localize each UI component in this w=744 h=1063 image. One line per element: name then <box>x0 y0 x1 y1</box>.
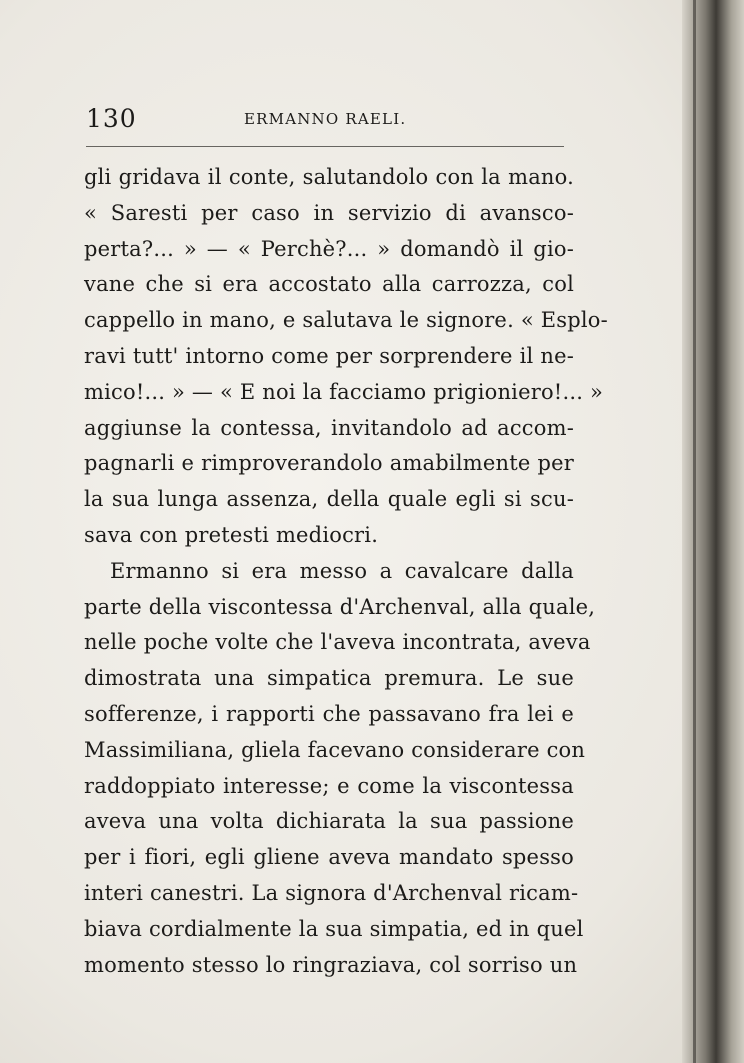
text-line: interi canestri. La signora d'Archenval ricam- <box>84 880 579 905</box>
running-title: ERMANNO RAELI. <box>244 110 407 128</box>
text-line: raddoppiato interesse; e come la viscontessa <box>84 773 574 798</box>
text-line: parte della viscontessa d'Archenval, alla quale, <box>84 594 596 619</box>
text-line: sava con pretesti mediocri. <box>84 522 379 547</box>
page-number: 130 <box>86 104 137 133</box>
text-line: ravi tutt' intorno come per sorprendere il ne- <box>84 343 574 368</box>
header-rule <box>86 146 564 147</box>
text-line: sofferenze, i rapporti che passavano fra lei e <box>84 701 574 726</box>
text-line: cappello in mano, e salutava le signore. « Esplo- <box>84 308 608 333</box>
binding-shadow-line <box>693 0 696 1063</box>
text-line: Massimiliana, gliela facevano considerare con <box>84 737 586 762</box>
text-line: dimostrata una simpatica premura. Le sue <box>84 666 574 691</box>
running-head <box>86 104 574 134</box>
text-line: perta?... » — « Perchè?... » domandò il gio- <box>84 236 574 261</box>
text-line: aggiunse la contessa, invitandolo ad accom- <box>84 415 574 440</box>
page-binding-edge <box>682 0 744 1063</box>
text-line: vane che si era accostato alla carrozza, col <box>84 272 574 297</box>
text-line: mico!... » — « E noi la facciamo prigioniero!... » <box>84 379 603 404</box>
text-line: per i fiori, egli gliene aveva mandato spesso <box>84 845 574 870</box>
body-text <box>84 160 608 983</box>
text-line: « Saresti per caso in servizio di avansco- <box>84 200 574 225</box>
text-line: Ermanno si era messo a cavalcare dalla <box>110 558 574 583</box>
text-line: nelle poche volte che l'aveva incontrata, aveva <box>84 630 591 655</box>
text-line: la sua lunga assenza, della quale egli si scu- <box>84 487 574 512</box>
text-line: gli gridava il conte, salutandolo con la mano. <box>84 165 574 189</box>
text-line: pagnarli e rimproverandolo amabilmente per <box>84 451 574 476</box>
text-line: aveva una volta dichiarata la sua passione <box>84 809 574 834</box>
text-line: momento stesso lo ringraziava, col sorriso un <box>84 952 578 977</box>
text-line: biava cordialmente la sua simpatia, ed in quel <box>84 916 584 941</box>
